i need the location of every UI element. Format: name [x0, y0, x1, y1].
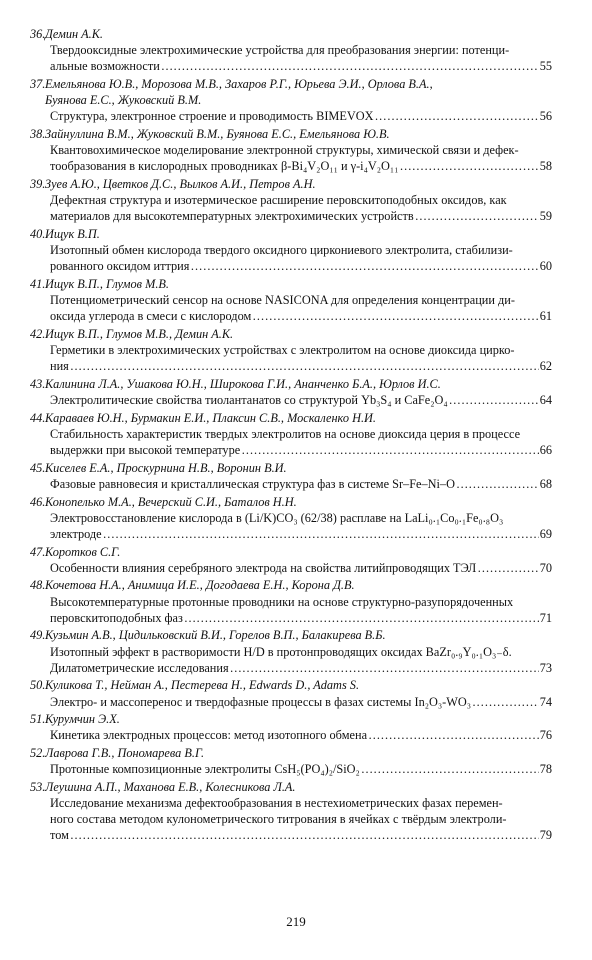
title-line-with-page	[50, 610, 552, 626]
entry-authors: Зуев А.Ю., Цветков Д.С., Вылков А.И., Петров А.Н.	[45, 177, 316, 191]
entry-number: 43.	[30, 377, 46, 391]
title-text: Электролитические свойства тиолантанатов со структурой Yb₃S₄ и CaFe₂O₄	[50, 393, 448, 408]
entry-number: 53.	[30, 779, 46, 794]
entry-number: 40.	[30, 227, 46, 241]
title-line-with-page	[50, 108, 552, 124]
entry-title	[0, 644, 592, 676]
dot-leader	[190, 258, 538, 274]
dot-leader	[184, 610, 539, 626]
title-line-with-page	[50, 358, 552, 374]
author-line	[0, 176, 592, 192]
entry-page-number: 62	[539, 359, 552, 374]
entry-page-number: 60	[539, 259, 552, 274]
toc-entry	[0, 276, 592, 325]
title-line-with-page	[50, 827, 552, 843]
title-text: альные возможности	[50, 59, 160, 74]
entry-number: 48.	[30, 578, 46, 593]
title-text: Особенности влияния серебряного электрода на свойства литийпроводящих ТЭЛ	[50, 560, 477, 575]
entry-number: 41.	[30, 277, 46, 291]
title-text: выдержки при высокой температуре	[50, 443, 241, 458]
title-line-with-page	[50, 308, 552, 324]
entry-number: 44.	[30, 410, 46, 425]
entry-page-number: 74	[539, 694, 552, 709]
entry-page-number: 55	[539, 59, 552, 74]
page-number: 219	[286, 914, 306, 929]
title-text: Дилатометрические исследования	[50, 660, 229, 675]
toc-entry	[0, 376, 592, 408]
title-line: Изотопный обмен кислорода твердого оксидного циркониевого электролита, стабилизи-	[50, 243, 513, 258]
dot-leader	[415, 208, 539, 224]
toc-entry	[0, 176, 592, 225]
toc-entry	[0, 226, 592, 275]
title-line-with-page	[50, 727, 552, 743]
author-line	[0, 544, 592, 560]
entry-title	[0, 510, 592, 542]
entry-title	[0, 761, 592, 777]
dot-leader	[368, 727, 539, 743]
entry-title	[0, 292, 592, 324]
entry-authors: Буянова Е.С., Жуковский В.М.	[45, 93, 202, 108]
title-text: Структура, электронное строение и проводимость BIMEVOX	[50, 109, 374, 124]
title-line-with-page	[50, 442, 552, 458]
title-line: Герметики в электрохимических устройствах с электролитом на основе диоксида цирко-	[50, 343, 515, 358]
entry-number: 47.	[30, 544, 46, 559]
author-line	[0, 326, 592, 342]
dot-leader	[375, 108, 539, 124]
toc-entry	[0, 76, 592, 125]
entry-authors: Конопелько М.А., Вечерский С.И., Баталов Н.Н.	[45, 494, 297, 509]
dot-leader	[456, 476, 539, 492]
entry-title	[0, 594, 592, 626]
toc-entry	[0, 779, 592, 844]
dot-leader	[361, 761, 539, 777]
entry-authors: Ищук В.П., Глумов М.В.	[45, 277, 169, 291]
dot-leader	[252, 308, 538, 324]
entry-page-number: 71	[539, 610, 552, 625]
entry-page-number: 79	[539, 828, 552, 843]
entry-authors: Коротков С.Г.	[45, 544, 121, 559]
author-line	[0, 92, 592, 108]
toc-entry	[0, 26, 592, 75]
entry-title	[0, 426, 592, 458]
author-line	[0, 627, 592, 643]
dot-leader	[241, 442, 539, 458]
author-line	[0, 460, 592, 476]
toc-entry	[0, 410, 592, 459]
entry-number: 50.	[30, 678, 46, 693]
author-line	[0, 126, 592, 142]
author-line	[0, 226, 592, 242]
entry-authors: Ищук В.П.	[45, 227, 100, 241]
title-text: оксида углерода в смеси с кислородом	[50, 309, 252, 324]
entry-page-number: 66	[539, 443, 552, 458]
entry-number: 51.	[30, 712, 46, 727]
entry-page-number: 61	[539, 309, 552, 324]
title-text: Фазовые равновесия и кристаллическая структура фаз в системе Sr–Fe–Ni–O	[50, 477, 455, 491]
entry-authors: Леушина А.П., Маханова Е.В., Колесникова Л.А.	[45, 779, 296, 794]
entry-number: 38.	[30, 127, 46, 141]
title-line: Высокотемпературные протонные проводники на основе структурно-разупорядоченных	[50, 594, 514, 609]
entry-authors: Лаврова Г.В., Пономарева В.Г.	[45, 745, 205, 760]
author-line	[0, 577, 592, 593]
entry-title	[0, 727, 592, 743]
title-line: Квантовохимическое моделирование электронной структуры, химической связи и дефек-	[50, 143, 519, 158]
title-line: Твердооксидные электрохимические устройства для преобразования энергии: потенци-	[50, 43, 510, 58]
entry-title	[0, 392, 592, 408]
entry-page-number: 56	[539, 109, 552, 124]
entry-title	[0, 42, 592, 74]
dot-leader	[449, 392, 539, 408]
author-line	[0, 376, 592, 392]
entry-title	[0, 142, 592, 174]
toc-entry	[0, 544, 592, 576]
entry-number	[0, 92, 45, 108]
entry-authors: Караваев Ю.Н., Бурмакин Е.И., Плаксин С.В., Москаленко Н.И.	[45, 410, 376, 425]
entry-title	[0, 108, 592, 124]
entry-authors: Емельянова Ю.В., Морозова М.В., Захаров Р.Г., Юрьева Э.И., Орлова В.А.,	[45, 77, 433, 91]
entry-page-number: 78	[539, 762, 552, 777]
entry-title	[0, 242, 592, 274]
entry-page-number: 70	[539, 560, 552, 575]
toc-entry	[0, 627, 592, 676]
table-of-contents	[0, 26, 592, 845]
entry-number: 46.	[30, 494, 46, 509]
title-text: Электро- и массоперенос и твердофазные процессы в фазах системы In₂O₃-WO₃	[50, 694, 472, 709]
entry-authors: Кузьмин А.В., Цидильковский В.И., Горелов В.П., Балакирева В.Б.	[45, 628, 386, 643]
title-line-with-page	[50, 208, 552, 224]
entry-authors: Куликова Т., Нейман А., Пестерева Н., Edwards D., Adams S.	[45, 678, 360, 693]
toc-entry	[0, 577, 592, 626]
toc-entry	[0, 460, 592, 492]
entry-title	[0, 795, 592, 844]
title-line-with-page	[50, 58, 552, 74]
entry-page-number: 73	[539, 660, 552, 675]
title-line-with-page	[50, 392, 552, 408]
title-text: материалов для высокотемпературных электрохимических устройств	[50, 209, 414, 224]
title-line: Дефектная структура и изотермическое расширение перовскитоподобных оксидов, как	[50, 193, 507, 208]
author-line	[0, 677, 592, 693]
entry-page-number: 59	[539, 209, 552, 224]
entry-title	[0, 476, 592, 492]
title-line-with-page	[50, 761, 552, 777]
author-line	[0, 26, 592, 42]
title-line: Стабильность характеристик твердых электролитов на основе диоксида церия в процессе	[50, 427, 521, 441]
dot-leader	[161, 58, 539, 74]
title-text: том	[50, 828, 69, 843]
entry-number: 42.	[30, 327, 46, 341]
toc-entry	[0, 745, 592, 777]
title-line: Потенциометрический сенсор на основе NASICONA для определения концентрации ди-	[50, 293, 515, 308]
entry-page-number: 76	[539, 728, 552, 743]
dot-leader	[70, 358, 539, 374]
entry-number: 49.	[30, 628, 46, 643]
entry-authors: Демин А.К.	[45, 27, 103, 41]
title-text: Протонные композиционные электролиты CsH₅(PO₄)₂/SiO₂	[50, 762, 360, 777]
dot-leader	[472, 694, 539, 710]
title-line: Электровосстановление кислорода в (Li/K)CO₃ (62/38) расплаве на LaLi₀.₁Co₀.₁Fe₀.₈O₃	[50, 510, 504, 525]
author-line	[0, 410, 592, 426]
entry-authors: Зайнуллина В.М., Жуковский В.М., Буянова Е.С., Емельянова Ю.В.	[45, 127, 390, 141]
dot-leader	[70, 827, 539, 843]
title-text: ния	[50, 359, 69, 374]
toc-entry	[0, 326, 592, 375]
title-line-with-page	[50, 526, 552, 542]
title-line-with-page	[50, 660, 552, 676]
author-line	[0, 76, 592, 92]
title-text: тообразования в кислородных проводниках β-Bi₄V₂O₁₁ и γ-i₄V₂O₁₁	[50, 159, 399, 174]
entry-authors: Курумчин Э.Х.	[45, 712, 120, 727]
title-line-with-page	[50, 158, 552, 174]
author-line	[0, 711, 592, 727]
entry-page-number: 68	[539, 477, 552, 491]
title-text: электроде	[50, 527, 102, 541]
title-text: Кинетика электродных процессов: метод изотопного обмена	[50, 728, 368, 743]
entry-number: 37.	[30, 77, 46, 91]
toc-entry	[0, 126, 592, 175]
title-line: ного состава методом кулонометрического титрования в ячейках с твёрдым электроли-	[50, 812, 507, 827]
title-line-with-page	[50, 694, 552, 710]
entry-authors: Калинина Л.А., Ушакова Ю.Н., Широкова Г.И., Ананченко Б.А., Юрлов И.С.	[45, 377, 441, 391]
dot-leader	[103, 526, 539, 542]
title-text: перовскитоподобных фаз	[50, 610, 183, 625]
toc-entry	[0, 677, 592, 709]
dot-leader	[400, 158, 539, 174]
author-line	[0, 276, 592, 292]
title-line: Изотопный эффект в растворимости H/D в протонпроводящих оксидах BaZr₀.₉Y₀.₁O₃₋δ.	[50, 644, 512, 659]
entry-authors: Ищук В.П., Глумов М.В., Демин А.К.	[45, 327, 234, 341]
author-line	[0, 779, 592, 795]
dot-leader	[477, 560, 538, 576]
title-line-with-page	[50, 258, 552, 274]
entry-page-number: 64	[539, 393, 552, 408]
entry-title	[0, 560, 592, 576]
entry-title	[0, 192, 592, 224]
entry-number: 36.	[30, 27, 46, 41]
toc-entry	[0, 494, 592, 543]
entry-authors: Киселев Е.А., Проскурнина Н.В., Воронин В.И.	[45, 460, 287, 475]
entry-page-number: 58	[539, 159, 552, 174]
entry-number: 52.	[30, 745, 46, 760]
entry-number: 45.	[30, 460, 46, 475]
author-line	[0, 745, 592, 761]
entry-title	[0, 342, 592, 374]
entry-page-number: 69	[539, 527, 552, 541]
title-line: Исследование механизма дефектообразования в нестехиометрических фазах перемен-	[50, 795, 503, 810]
title-text: рованного оксидом иттрия	[50, 259, 190, 274]
title-line-with-page	[50, 476, 552, 492]
entry-authors: Кочетова Н.А., Анимица И.Е., Догодаева Е.Н., Корона Д.В.	[45, 578, 355, 593]
title-line-with-page	[50, 560, 552, 576]
author-line	[0, 494, 592, 510]
entry-title	[0, 694, 592, 710]
entry-number: 39.	[30, 177, 46, 191]
toc-entry	[0, 711, 592, 743]
dot-leader	[230, 660, 539, 676]
